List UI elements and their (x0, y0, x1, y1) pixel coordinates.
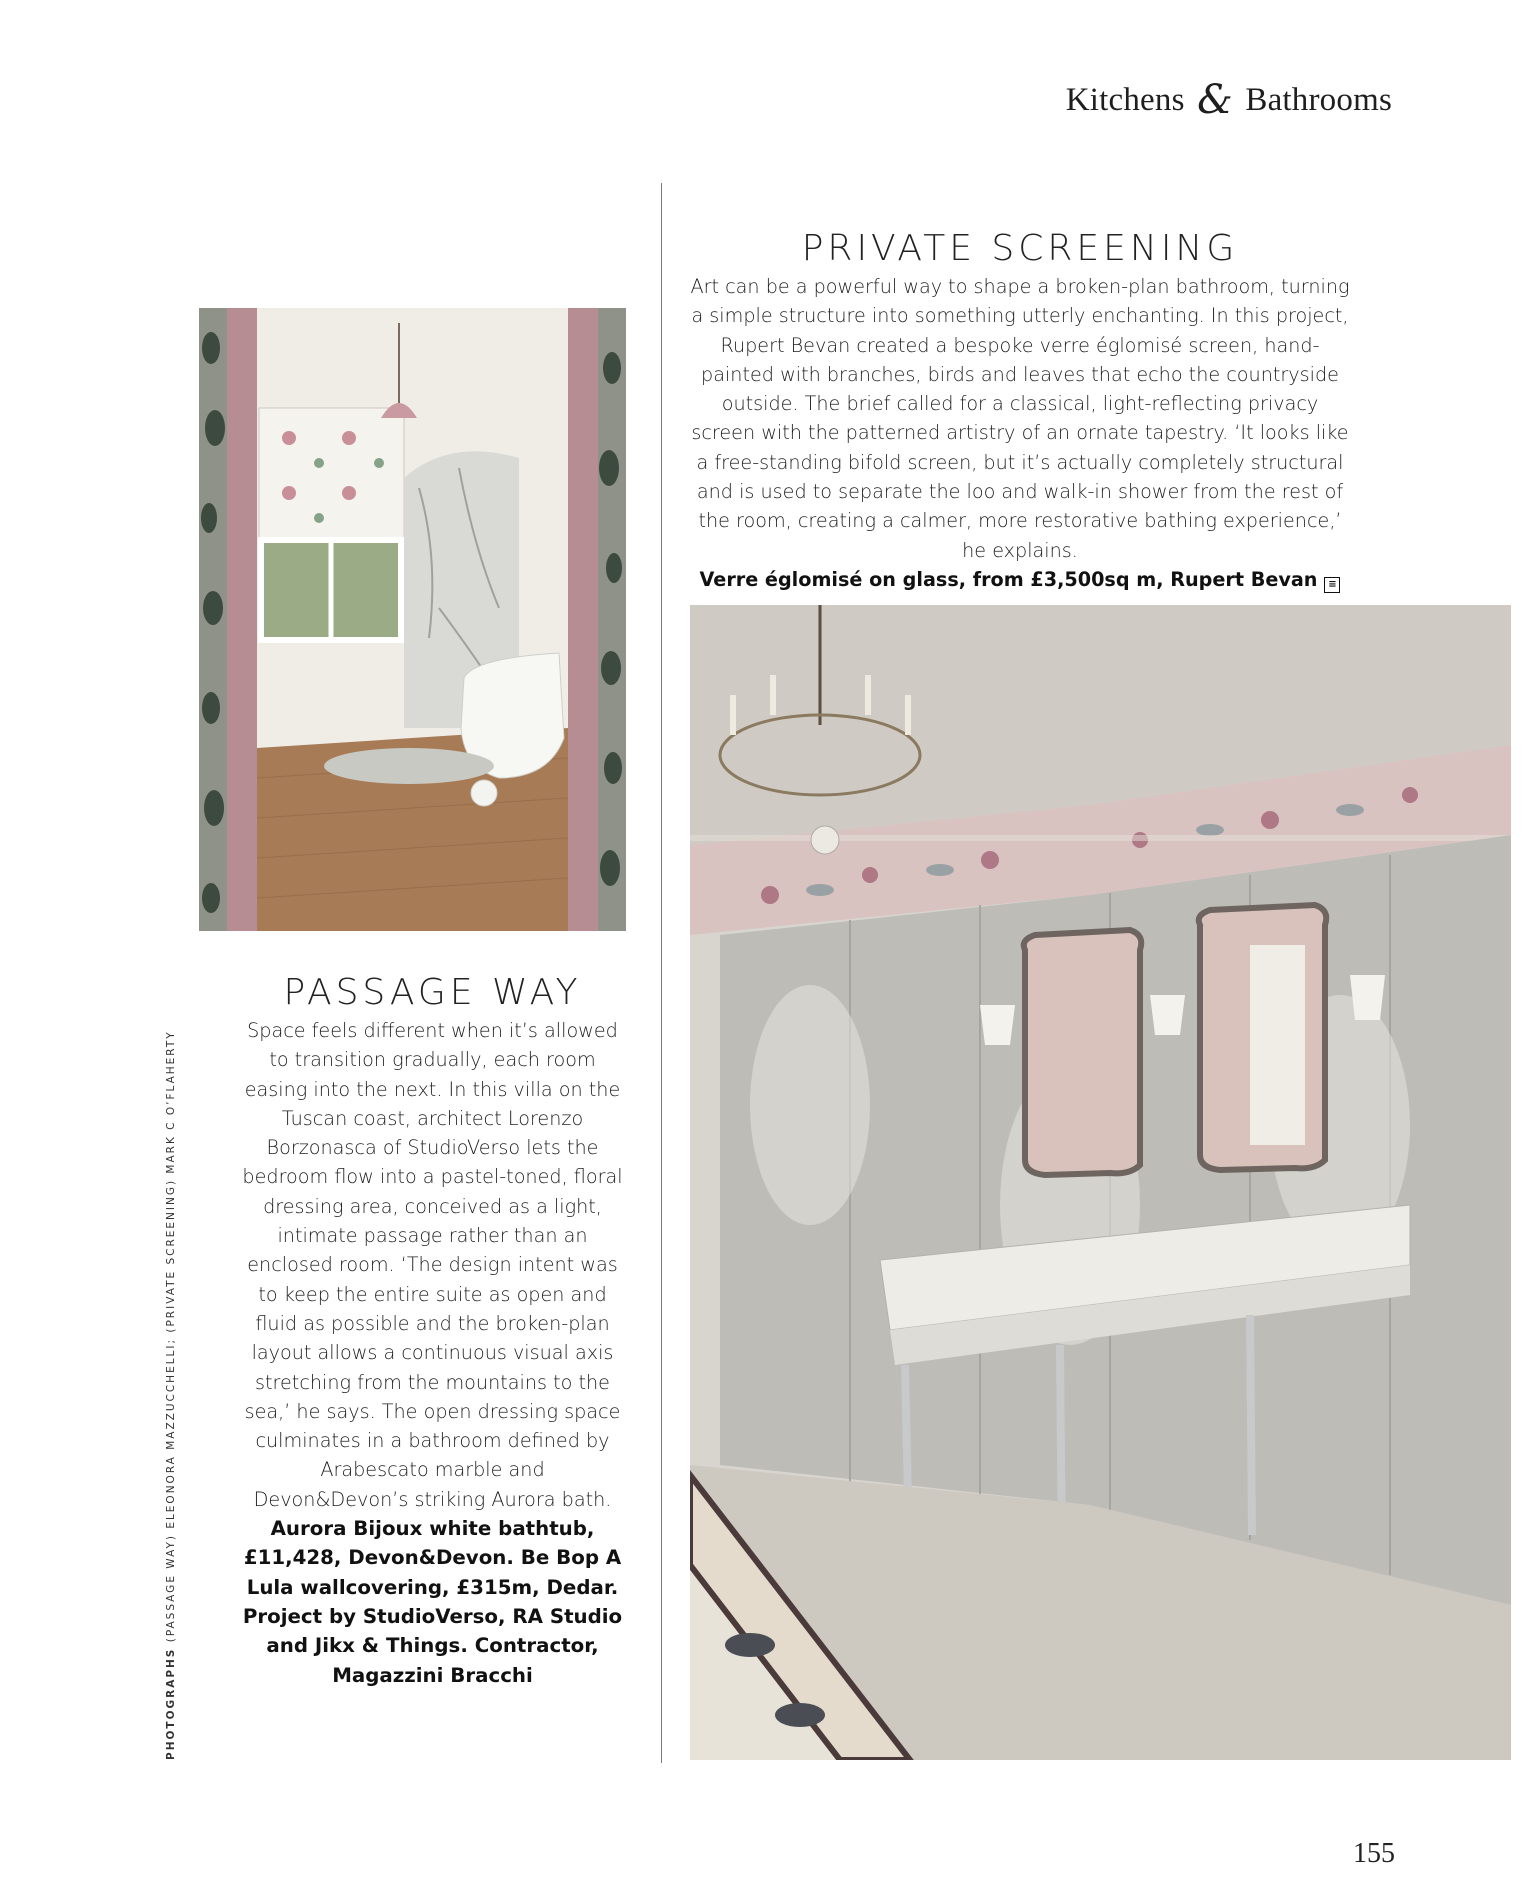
passage-way-headline: PASSAGE WAY (283, 972, 582, 1013)
private-screening-body (690, 272, 1350, 594)
private-screening-credit (690, 565, 1350, 594)
private-screening-photo (690, 605, 1511, 1760)
column-divider (661, 183, 662, 1763)
end-mark-icon: ≡ (1324, 577, 1340, 593)
private-screening-body-text: Art can be a powerful way to shape a broken-plan bathroom, turning a simple structure into something utterly enchanting. In this project, Rupert Bevan created a bespoke verre églomisé screen, hand-painted with branches, birds and leaves that echo the countryside outside. The brief called for a classical, light-reflecting privacy screen with the patterned artistry of an ornate tapestry. ‘It looks like a free-standing bifold screen, but it’s actually completely structural and is used to separate the loo and walk-in shower from the rest of the room, creating a calmer, more restorative bathing experience,’ he explains. (690, 275, 1350, 562)
passage-way-body (240, 1016, 625, 1690)
photo-credit (165, 1030, 177, 1760)
photo-credit-label: PHOTOGRAPHS (165, 1647, 177, 1760)
photo-credit-text: (PASSAGE WAY) ELEONORA MAZZUCCHELLI; (PRIVATE SCREENING) MARK C O’FLAHERTY (165, 1030, 177, 1643)
section-header-ampersand: & (1197, 77, 1233, 123)
private-screening-credit-text: Verre églomisé on glass, from £3,500sq m, Rupert Bevan (699, 567, 1318, 591)
section-header (1065, 74, 1392, 123)
passage-way-credit: Aurora Bijoux white bathtub, £11,428, Devon&Devon. Be Bop A Lula wallcovering, £315m, Dedar. Project by StudioVerso, RA Studio and Jikx & Things. Contractor, Magazzini Bracchi (242, 1517, 623, 1687)
private-screening-headline: PRIVATE SCREENING (801, 228, 1239, 269)
section-header-right: Bathrooms (1245, 82, 1392, 118)
passage-way-body-text: Space feels different when it’s allowed to transition gradually, each room easing into the next. In this villa on the Tuscan coast, architect Lorenzo Borzonasca of StudioVerso lets the bedroom flow into a pastel-toned, floral dressing area, conceived as a light, intimate passage rather than an enclosed room. ‘The design intent was to keep the entire suite as open and fluid as possible and the broken-plan layout allows a continuous visual axis stretching from the mountains to the sea,’ he says. The open dressing space culminates in a bathroom defined by Arabescato marble and Devon&Devon’s striking Aurora bath. (242, 1019, 623, 1511)
section-header-left: Kitchens (1065, 82, 1185, 118)
passage-way-photo (199, 308, 626, 931)
page-number: 155 (1353, 1838, 1395, 1869)
